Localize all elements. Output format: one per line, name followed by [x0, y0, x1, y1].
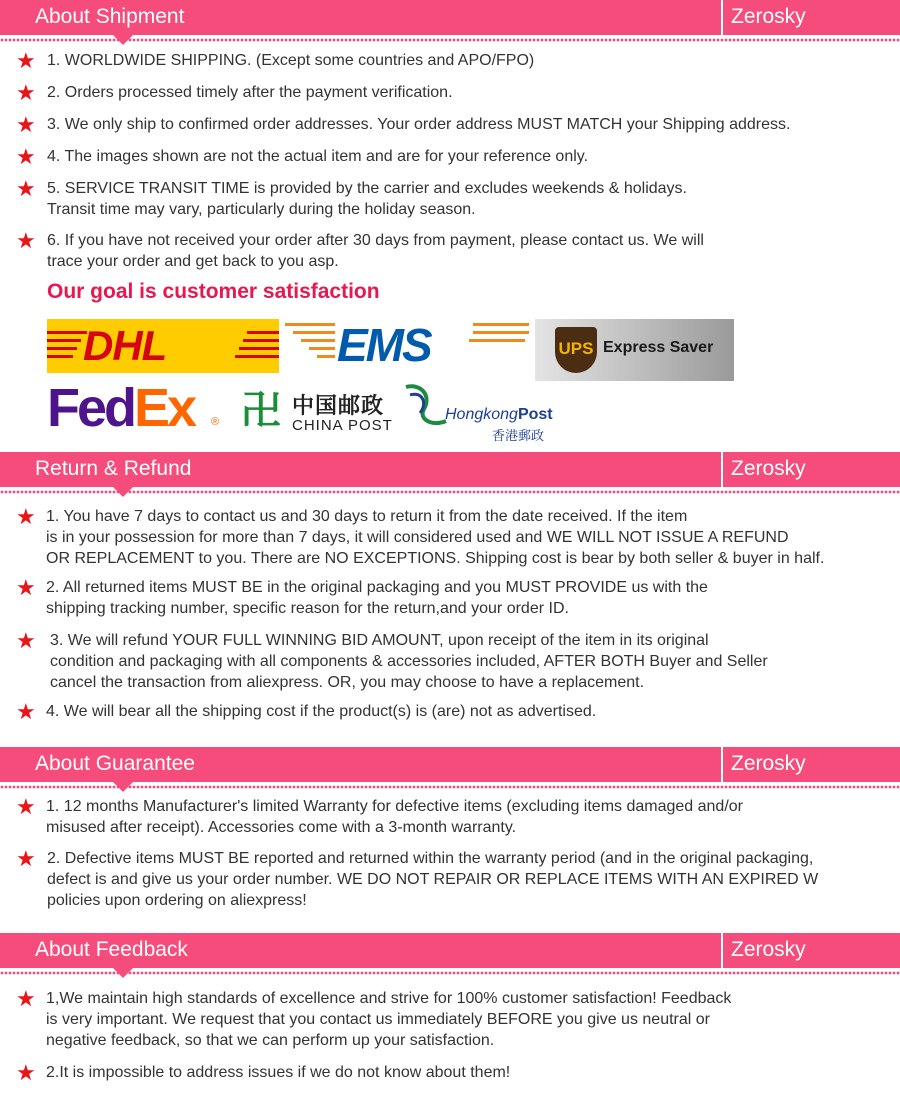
section-title: About Feedback [35, 938, 188, 961]
list-item: 2.It is impossible to address issues if we do not know about them! [46, 1064, 511, 1081]
star-icon: ★ [16, 144, 36, 169]
ems-logo: EMS [285, 319, 529, 373]
section-header-shipment [0, 0, 900, 50]
china-post-logo: 卍 中国邮政 CHINA POST [238, 387, 398, 437]
section-title: About Guarantee [35, 752, 195, 775]
star-icon: ★ [16, 228, 36, 253]
list-item: 1,We maintain high standards of excellence and strive for 100% customer satisfaction! Feedback is very important. We request that you contact us immediately BEFORE you give us neutral or negative feedback, so that we can perform up your satisfaction. [46, 990, 732, 1049]
hongkong-post-logo: HongkongPost 香港郵政 [402, 381, 562, 441]
header-divider [721, 933, 723, 968]
header-divider [721, 747, 723, 782]
dhl-logo: DHL [47, 319, 279, 373]
list-item: 4. The images shown are not the actual item and are for your reference only. [47, 148, 589, 165]
star-icon: ★ [16, 575, 36, 600]
dotted-divider [0, 785, 900, 790]
star-icon: ★ [16, 48, 36, 73]
section-header-refund [0, 452, 900, 502]
china-post-emblem-icon: 卍 [241, 389, 281, 433]
fedex-logo: FedEx ® [47, 378, 220, 438]
star-icon: ★ [16, 628, 36, 653]
star-icon: ★ [16, 986, 36, 1011]
brand-name: Zerosky [731, 5, 806, 28]
list-item: 1. You have 7 days to contact us and 30 days to return it from the date received. If the item is in your possession for more than 7 days, it will considered used and WE WILL NOT ISSUE A REFUND OR REPLACEMENT to you. There are NO EXCEPTIONS. Shipping cost is bear by both seller & buyer in half. [46, 508, 825, 567]
list-item: 6. If you have not received your order after 30 days from payment, please contact us. We will trace your order and get back to you asp. [47, 232, 704, 270]
star-icon: ★ [16, 80, 36, 105]
section-title: About Shipment [35, 5, 185, 28]
list-item: 4. We will bear all the shipping cost if the product(s) is (are) not as advertised. [46, 703, 597, 720]
brand-name: Zerosky [731, 457, 806, 480]
list-item: 2. Orders processed timely after the payment verification. [47, 84, 453, 101]
star-icon: ★ [16, 176, 36, 201]
header-divider [721, 0, 723, 35]
dotted-divider [0, 38, 900, 43]
star-icon: ★ [16, 1060, 36, 1085]
list-item: 2. All returned items MUST BE in the original packaging and you MUST PROVIDE us with the shipping tracking number, specific reason for the return,and your order ID. [46, 579, 708, 617]
brand-name: Zerosky [731, 938, 806, 961]
star-icon: ★ [16, 794, 36, 819]
star-icon: ★ [16, 846, 36, 871]
star-icon: ★ [16, 112, 36, 137]
dotted-divider [0, 490, 900, 495]
list-item: 2. Defective items MUST BE reported and returned within the warranty period (and in the original packaging, defect is and give us your order number. WE DO NOT REPAIR OR REPLACE ITEMS WITH AN EXPIRED W policies upon ordering on aliexpress! [47, 850, 819, 909]
ups-shield-icon: UPS [555, 327, 597, 373]
section-header-guarantee [0, 747, 900, 797]
section-header-feedback [0, 933, 900, 983]
ups-logo: UPS Express Saver [535, 319, 734, 381]
star-icon: ★ [16, 699, 36, 724]
list-item: 1. WORLDWIDE SHIPPING. (Except some countries and APO/FPO) [47, 52, 535, 69]
brand-name: Zerosky [731, 752, 806, 775]
star-icon: ★ [16, 504, 36, 529]
goal-heading: Our goal is customer satisfaction [47, 280, 380, 303]
list-item: 1. 12 months Manufacturer's limited Warranty for defective items (excluding items damaged and/or misused after receipt). Accessories come with a 3-month warranty. [46, 798, 743, 836]
dotted-divider [0, 971, 900, 976]
list-item: 3. We will refund YOUR FULL WINNING BID AMOUNT, upon receipt of the item in its original condition and packaging with all components & accessories included, AFTER BOTH Buyer and Seller cancel the transaction from aliexpress. OR, you may choose to have a replacement. [50, 632, 768, 691]
list-item: 3. We only ship to confirmed order addresses. Your order address MUST MATCH your Shipping address. [47, 116, 791, 133]
header-divider [721, 452, 723, 487]
section-title: Return & Refund [35, 457, 192, 480]
list-item: 5. SERVICE TRANSIT TIME is provided by the carrier and excludes weekends & holidays. Transit time may vary, particularly during the holiday season. [47, 180, 687, 218]
